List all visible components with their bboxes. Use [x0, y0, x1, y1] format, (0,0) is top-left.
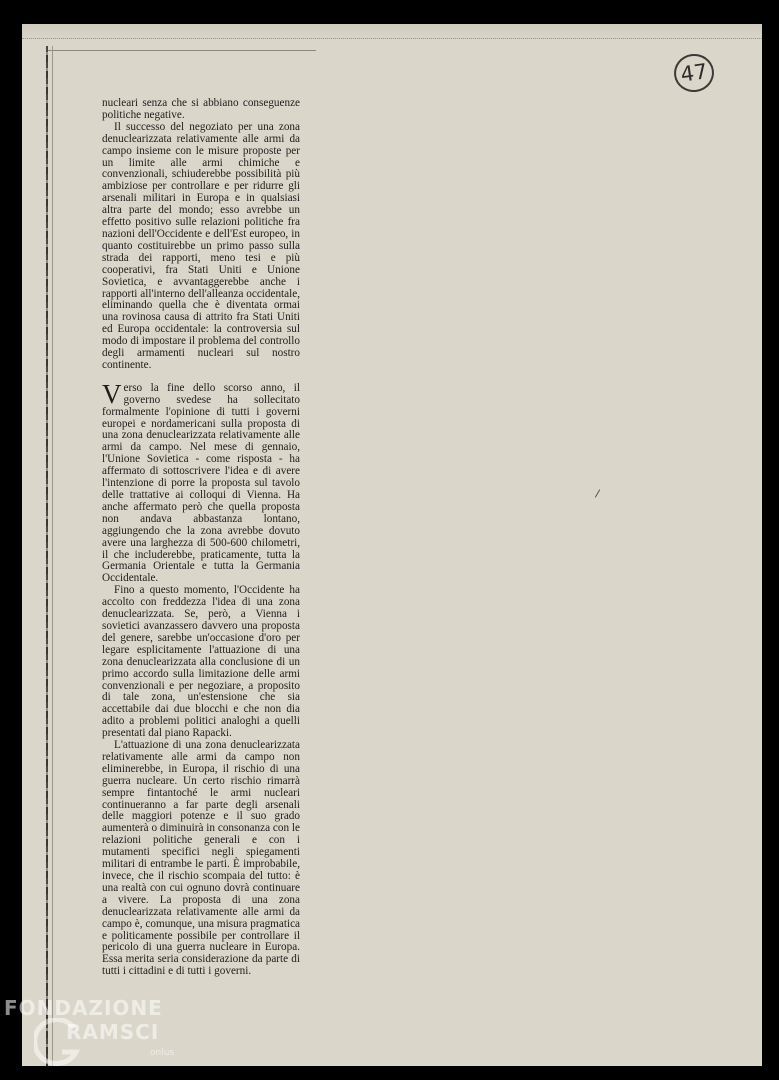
binding-fold-line-secondary: [52, 46, 53, 1066]
drop-cap: V: [102, 378, 122, 409]
fondazione-gramsci-watermark: [4, 996, 194, 1076]
binding-fold-line: [46, 46, 48, 1066]
article-paragraph-text: erso la fine dello scorso anno, il governo svedese ha sollecitato formalmente l'opinione di tutti i governi europei e nordamericani sulla proposta di una zona denuclearizzata relativamente alle armi da campo. Nel mese di gennaio, l'Unione Sovietica - come risposta - ha affermato di sottoscrivere l'idea e di avere l'intenzione di porre la proposta sul tavolo delle trattative ai colloqui di Vienna. Ha anche affermato però che quella proposta non andava abbastanza lontano, aggiungendo che la zona avrebbe dovuto avere una larghezza di 500-600 chilometri, il che includerebbe, praticamente, tutta la Germania Orientale e tutta la Germania Occidentale.: [102, 381, 300, 585]
article-paragraph: Il successo del negoziato per una zona denuclearizzata relativamente alle armi da campo insieme con le misure proposte per un limite alle armi chimiche e convenzionali, schiuderebbe possibilità più ambiziose per controllare e per ridurre gli arsenali militari in Europa e in qualsiasi altra parte del mondo; esso avrebbe un effetto positivo sulle relazioni politiche fra nazioni dell'Occidente e dell'Est europeo, in quanto costituirebbe un primo passo sulla strada dei rapporti, meno tesi e più cooperativi, fra Stati Uniti e Unione Sovietica, e avvantaggerebbe anche i rapporti all'interno dell'alleanza occidentale, eliminando quella che è diventata ormai una rovinosa causa di attrito fra Stati Uniti ed Europa occidentale: la controversia sul modo di impostare il problema del controllo degli armamenti nucleari sul nostro continente.: [102, 120, 300, 371]
top-paper-strip: [22, 24, 762, 39]
article-paragraph: nucleari senza che si abbiano conseguenze politiche negative.: [102, 97, 300, 121]
scanned-page: [22, 24, 762, 1066]
article-paragraph: L'attuazione di una zona denuclearizzata relativamente alle armi da campo non eliminerebbe, in Europa, il rischio di una guerra nucleare. Un certo rischio rimarrà sempre fintantoché le armi nucleari continueranno a far parte degli arsenali delle maggiori potenze e il suo grado aumenterà o diminuirà in consonanza con le relazioni politiche generali e con i mutamenti specifici negli spiegamenti militari di entrambe le parti. È improbabile, invece, che il rischio scompaia del tutto: è una realtà con cui ognuno dovrà continuare a vivere. La proposta di una zona denuclearizzata relativamente alle armi da campo è, comunque, una misura pragmatica e politicamente possibile per controllare il pericolo di una guerra nucleare in Europa. Essa merita seria considerazione da parte di tutti i cittadini e di tutti i governi.: [102, 739, 300, 978]
article-section-paragraph: [102, 378, 300, 585]
article-column: [102, 98, 300, 978]
watermark-line-2: RAMSCI: [66, 1020, 160, 1044]
stray-pen-mark: [595, 489, 600, 497]
watermark-line-1: FONDAZIONE: [4, 996, 163, 1020]
handwritten-page-number: 47: [672, 51, 717, 94]
top-rule: [46, 50, 316, 51]
watermark-onlus: onlus: [150, 1048, 175, 1058]
article-paragraph: Fino a questo momento, l'Occidente ha accolto con freddezza l'idea di una zona denuclearizzata. Se, però, a Vienna i sovietici avanzassero davvero una proposta del genere, sarebbe un'occasione d'oro per legare esplicitamente l'attuazione di una zona denuclearizzata alla conclusione di un primo accordo sulla limitazione delle armi convenzionali e per negoziare, a proposito di tale zona, un'estensione che sia accettabile dai due blocchi e che non dia adito a problemi politici analoghi a quelli presentati dal piano Rapacki.: [102, 584, 300, 740]
